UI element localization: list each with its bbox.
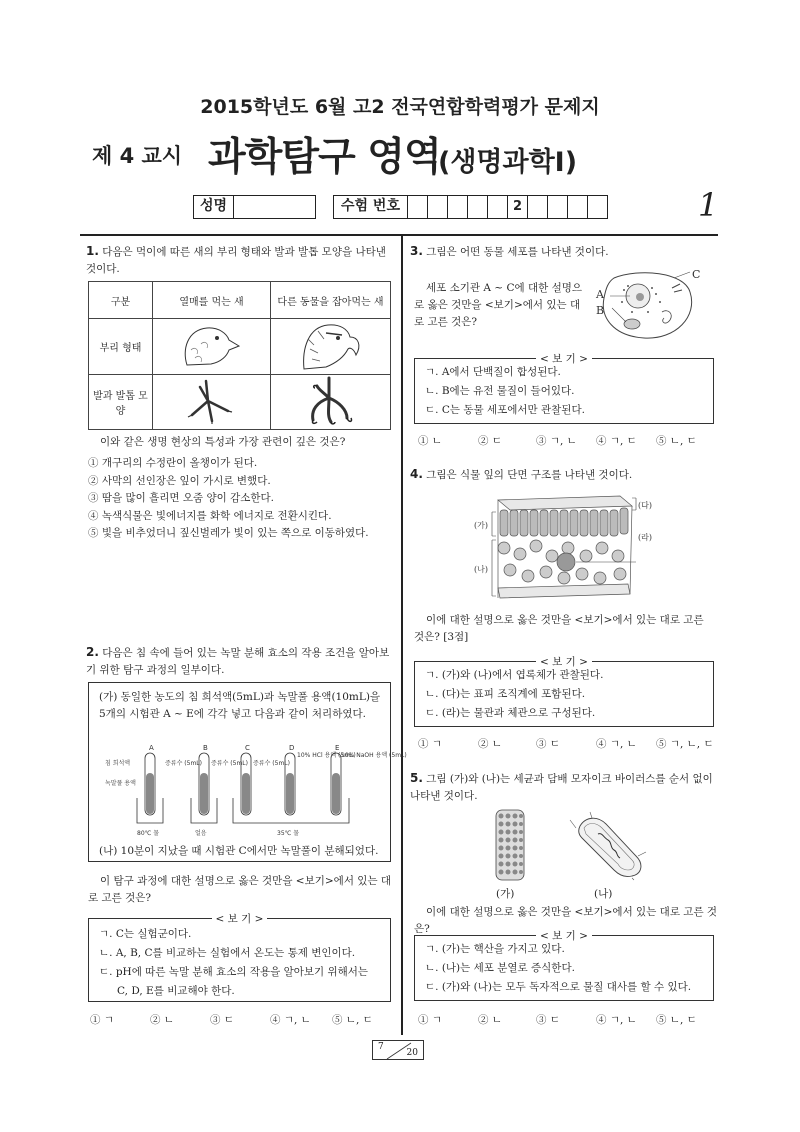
predator-bird-foot-image (271, 375, 391, 430)
choice-4[interactable]: ④ ㄱ, ㄴ (270, 1014, 311, 1026)
exam-digit-cell[interactable] (488, 196, 508, 218)
bogi-item: ㄱ. A에서 단백질이 합성된다. (425, 366, 561, 378)
bath-label: 80℃ 물 (137, 830, 160, 837)
bogi-item: C, D, E를 비교해야 한다. (117, 985, 235, 997)
option-item[interactable]: ③ 땀을 많이 흘리면 오줌 양이 감소한다. (88, 492, 275, 504)
tissue-label: (나) (474, 565, 488, 574)
option-item[interactable]: ⑤ 빛을 비추었더니 짚신벌레가 빛이 있는 쪽으로 이동하였다. (88, 527, 369, 539)
figure-label: (가) (496, 888, 515, 900)
bogi-box (88, 913, 391, 1002)
question-number: 1. (86, 244, 99, 258)
leaf-cross-section-diagram (470, 492, 660, 610)
page-current: 7 (378, 1042, 384, 1052)
choice-5[interactable]: ⑤ ㄴ, ㄷ (332, 1014, 373, 1026)
question-text: 그림은 어떤 동물 세포를 나타낸 것이다. (426, 246, 609, 258)
organelle-label: B (596, 304, 605, 317)
table-header: 열매를 먹는 새 (153, 282, 271, 319)
bogi-box (414, 353, 714, 424)
answer-choices (418, 736, 714, 751)
bogi-item: ㄴ. (다)는 표피 조직계에 포함된다. (425, 688, 586, 700)
question-number: 5. (410, 771, 423, 785)
page-number-large: 1 (698, 186, 719, 224)
bogi-title: < 보 기 > (536, 656, 592, 668)
choice-1[interactable]: ① ㄱ (418, 738, 442, 750)
page-indicator (372, 1040, 424, 1060)
exam-number-label: 수험 번호 (334, 196, 408, 218)
bogi-title: < 보 기 > (536, 930, 592, 942)
exam-digit-cell[interactable] (448, 196, 468, 218)
beak-foot-table (88, 281, 391, 430)
choice-3[interactable]: ③ ㄷ (536, 738, 560, 750)
choice-5[interactable]: ⑤ ㄴ, ㄷ (656, 1014, 697, 1026)
column-divider (401, 235, 403, 1035)
question-text: 다음은 침 속에 들어 있는 녹말 분해 효소의 작용 조건을 알아보기 위한 탐구 과정의 일부이다. (86, 647, 390, 676)
choice-3[interactable]: ③ ㄷ (536, 1014, 560, 1026)
table-header: 구분 (89, 282, 153, 319)
choice-1[interactable]: ① ㄱ (90, 1014, 114, 1026)
bogi-item: ㄷ. (라)는 물관과 체관으로 구성된다. (425, 707, 596, 719)
name-input-area[interactable] (234, 196, 315, 218)
choice-2[interactable]: ② ㄴ (478, 738, 502, 750)
bogi-item: ㄱ. (가)는 핵산을 가지고 있다. (425, 943, 565, 955)
exam-digit-cell[interactable] (408, 196, 428, 218)
tube-e-label: 10% NaOH 용액 (5mL) (341, 752, 407, 759)
tube-c2-label: 증류수 (5mL) (253, 760, 290, 767)
bacterium-image (568, 812, 652, 880)
tissue-label: (다) (638, 501, 652, 510)
name-label: 성명 (194, 196, 234, 218)
exam-digit-cell[interactable] (568, 196, 588, 218)
question-5 (410, 770, 716, 805)
row-label: 부리 형태 (89, 319, 153, 375)
subject-name: (생명과학Ⅰ) (438, 147, 578, 178)
bogi-item: ㄴ. (나)는 세포 분열로 증식한다. (425, 962, 575, 974)
answer-choices (418, 1012, 714, 1027)
choice-2[interactable]: ② ㄴ (150, 1014, 174, 1026)
choice-1[interactable]: ① ㄴ (418, 435, 442, 447)
bath-label: 얼음 (195, 830, 207, 837)
choice-3[interactable]: ③ ㄷ (210, 1014, 234, 1026)
question-text: 다음은 먹이에 따른 새의 부리 형태와 발과 발톱 모양을 나타낸 것이다. (86, 246, 386, 275)
question-number: 3. (410, 244, 423, 258)
test-tubes-diagram (105, 743, 407, 838)
bogi-item: ㄷ. C는 동물 세포에서만 관찰된다. (425, 404, 585, 416)
page-title: 과학탐구 영역 (208, 135, 441, 180)
choice-2[interactable]: ② ㄴ (478, 1014, 502, 1026)
exam-digit-cell[interactable] (588, 196, 607, 218)
tube-label: C (245, 744, 250, 752)
choice-3[interactable]: ③ ㄱ, ㄴ (536, 435, 577, 447)
exam-digit-cell[interactable] (528, 196, 548, 218)
bogi-item: ㄴ. B에는 유전 물질이 들어있다. (425, 385, 575, 397)
tobacco-mosaic-virus-image (488, 806, 532, 884)
question-3 (410, 243, 716, 261)
period-label: 제 4 교시 (92, 144, 183, 168)
page-total: 20 (406, 1048, 418, 1058)
bogi-item: ㄴ. A, B, C를 비교하는 실험에서 온도는 통제 변인이다. (99, 947, 356, 959)
exam-digit-cell[interactable] (548, 196, 568, 218)
question-1 (86, 243, 392, 278)
question-text: 그림은 식물 잎의 단면 구조를 나타낸 것이다. (426, 469, 633, 481)
experiment-box (88, 682, 407, 862)
tube-label: E (335, 744, 340, 752)
question-number: 2. (86, 645, 99, 659)
choice-1[interactable]: ① ㄱ (418, 1014, 442, 1026)
bogi-title: < 보 기 > (212, 913, 268, 925)
options-list (88, 455, 394, 543)
step-ga: (가) 동일한 농도의 침 희석액(5mL)과 녹말풀 용액(10mL)을 5개의 시험관 A ~ E에 각각 넣고 다음과 같이 처리하였다. (99, 691, 381, 720)
answer-choices (418, 433, 714, 448)
tube-b-label: 증류수 (5mL) (165, 760, 202, 767)
bogi-box (414, 930, 714, 1001)
question-prompt: 이에 대한 설명으로 옳은 것만을 <보기>에서 있는 대로 고른 것은? (414, 906, 718, 935)
bogi-item: ㄷ. pH에 따른 녹말 분해 효소의 작용을 알아보기 위해서는 (99, 966, 369, 978)
question-4 (410, 466, 716, 484)
table-header: 다른 동물을 잡아먹는 새 (271, 282, 391, 319)
name-field[interactable] (193, 195, 316, 219)
option-item[interactable]: ② 사막의 선인장은 잎이 가시로 변했다. (88, 474, 271, 487)
choice-5[interactable]: ⑤ ㄱ, ㄴ, ㄷ (656, 738, 714, 750)
bogi-box (414, 656, 714, 727)
tube-label: B (203, 744, 208, 752)
tissue-label: (가) (474, 521, 488, 530)
question-prompt: 이와 같은 생명 현상의 특성과 가장 관련이 깊은 것은? (100, 436, 346, 448)
starch-label: 녹말풀 용액 (105, 780, 136, 787)
choice-2[interactable]: ② ㄷ (478, 435, 502, 447)
animal-cell-diagram (594, 268, 706, 344)
exam-digit-cell[interactable] (428, 196, 448, 218)
question-2 (86, 644, 392, 679)
fruit-bird-beak-image (153, 319, 271, 375)
answer-choices (90, 1012, 390, 1027)
question-prompt: 이 탐구 과정에 대한 설명으로 옳은 것만을 <보기>에서 있는 대로 고른 것은? (88, 875, 392, 904)
question-prompt: 세포 소기관 A ~ C에 대한 설명으로 옳은 것만을 <보기>에서 있는 대로 고른 것은? (414, 282, 583, 328)
choice-5[interactable]: ⑤ ㄴ, ㄷ (656, 435, 697, 447)
bogi-item: ㄷ. (가)와 (나)는 모두 독자적으로 물질 대사를 할 수 있다. (425, 981, 692, 993)
exam-digit-cell[interactable]: 2 (508, 196, 528, 218)
exam-digit-cell[interactable] (468, 196, 488, 218)
choice-4[interactable]: ④ ㄱ, ㄴ (596, 1014, 637, 1026)
step-na: (나) 10분이 지났을 때 시험관 C에서만 녹말풀이 분해되었다. (99, 845, 379, 857)
organelle-label: C (692, 268, 701, 281)
choice-4[interactable]: ④ ㄱ, ㄴ (596, 738, 637, 750)
fruit-bird-foot-image (153, 375, 271, 430)
question-prompt: 이에 대한 설명으로 옳은 것만을 <보기>에서 있는 대로 고른 것은? [3점] (414, 614, 704, 643)
figure-label: (나) (594, 888, 613, 900)
question-text: 그림 (가)와 (나)는 세균과 담배 모자이크 바이러스를 순서 없이 나타낸 것이다. (410, 773, 713, 802)
bogi-item: ㄱ. C는 실험군이다. (99, 928, 192, 940)
saliva-label: 침 희석액 (105, 760, 131, 767)
option-item[interactable]: ④ 녹색식물은 빛에너지를 화학 에너지로 전환시킨다. (88, 509, 332, 522)
exam-subtitle: 2015학년도 6월 고2 전국연합학력평가 문제지 (200, 96, 600, 118)
tissue-label: (라) (638, 533, 652, 542)
tube-d-label: 10% HCl 용액 (5mL) (297, 752, 356, 759)
tube-c-label: 증류수 (5mL) (211, 760, 248, 767)
tube-label: D (289, 744, 295, 752)
bogi-item: ㄱ. (가)와 (나)에서 엽록체가 관찰된다. (425, 669, 604, 681)
exam-number-field[interactable] (333, 195, 608, 219)
bath-label: 35℃ 물 (277, 830, 300, 837)
choice-4[interactable]: ④ ㄱ, ㄷ (596, 435, 637, 447)
bogi-title: < 보 기 > (536, 353, 592, 365)
header-rule (80, 234, 718, 236)
question-number: 4. (410, 467, 423, 481)
tube-label: A (149, 744, 154, 752)
organelle-label: A (596, 288, 604, 301)
predator-bird-beak-image (271, 319, 391, 375)
row-label: 발과 발톱 모양 (89, 375, 153, 430)
option-item[interactable]: ① 개구리의 수정란이 올챙이가 된다. (88, 457, 258, 469)
